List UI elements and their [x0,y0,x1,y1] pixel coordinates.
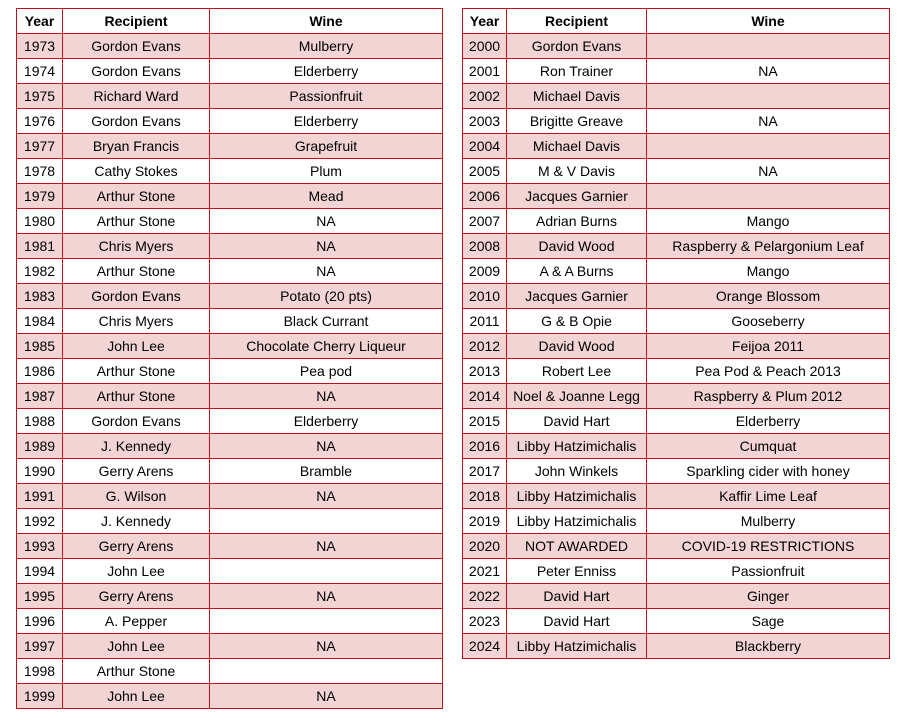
recipient-cell: Michael Davis [507,134,647,159]
recipient-cell: Gerry Arens [63,534,210,559]
table-row [463,284,890,309]
recipient-cell: David Hart [507,584,647,609]
year-cell: 2004 [463,134,507,159]
year-cell: 2021 [463,559,507,584]
wine-cell: Elderberry [210,59,443,84]
year-cell: 2012 [463,334,507,359]
table-row [17,509,443,534]
wine-cell: Mead [210,184,443,209]
table-row [17,684,443,709]
recipient-cell: Gerry Arens [63,584,210,609]
year-cell: 1976 [17,109,63,134]
wine-cell: NA [210,234,443,259]
table-row [463,209,890,234]
wine-cell: Grapefruit [210,134,443,159]
year-cell: 1987 [17,384,63,409]
table-row [17,534,443,559]
wine-cell: Blackberry [647,634,890,659]
recipient-cell: Brigitte Greave [507,109,647,134]
table-row [463,384,890,409]
recipient-cell: Libby Hatzimichalis [507,484,647,509]
year-cell: 1982 [17,259,63,284]
table-row [17,634,443,659]
table-row [17,359,443,384]
table-row [17,209,443,234]
wine-cell: NA [210,534,443,559]
wine-column-header: Wine [210,9,443,34]
year-column-header: Year [17,9,63,34]
wine-cell [647,134,890,159]
table-row [463,334,890,359]
year-cell: 1991 [17,484,63,509]
table-row [463,434,890,459]
year-column-header: Year [463,9,507,34]
year-cell: 1997 [17,634,63,659]
year-cell: 1979 [17,184,63,209]
wine-cell: NA [210,584,443,609]
table-row [17,259,443,284]
year-cell: 1975 [17,84,63,109]
wine-cell: Sage [647,609,890,634]
recipient-cell: Libby Hatzimichalis [507,509,647,534]
wine-cell: Mulberry [210,34,443,59]
recipient-cell: Arthur Stone [63,184,210,209]
table-row [17,134,443,159]
recipient-cell: Libby Hatzimichalis [507,434,647,459]
wine-cell: Mango [647,259,890,284]
year-cell: 2023 [463,609,507,634]
year-cell: 1995 [17,584,63,609]
recipient-cell: Arthur Stone [63,259,210,284]
table-row [463,134,890,159]
table-row [17,34,443,59]
wine-cell: Feijoa 2011 [647,334,890,359]
table-row [17,484,443,509]
wine-cell: Mango [647,209,890,234]
year-cell: 1990 [17,459,63,484]
table-row [463,184,890,209]
year-cell: 2013 [463,359,507,384]
year-cell: 1977 [17,134,63,159]
recipient-cell: Gordon Evans [63,59,210,84]
recipient-cell: Chris Myers [63,309,210,334]
recipient-cell: A & A Burns [507,259,647,284]
table-row [463,484,890,509]
table-row [17,409,443,434]
wine-cell: NA [647,109,890,134]
wine-cell: Elderberry [210,409,443,434]
year-cell: 2009 [463,259,507,284]
recipient-cell: G & B Opie [507,309,647,334]
wine-cell: Raspberry & Plum 2012 [647,384,890,409]
awards-table-1973-1999 [16,8,443,709]
table-row [463,109,890,134]
wine-cell [210,659,443,684]
recipient-cell: John Lee [63,559,210,584]
recipient-cell: Adrian Burns [507,209,647,234]
recipient-cell: John Lee [63,684,210,709]
year-cell: 2010 [463,284,507,309]
recipient-cell: Arthur Stone [63,359,210,384]
wine-cell: Raspberry & Pelargonium Leaf [647,234,890,259]
wine-cell: Mulberry [647,509,890,534]
wine-cell: Kaffir Lime Leaf [647,484,890,509]
table-row [17,559,443,584]
awards-table-2000-2024 [462,8,890,659]
table-row [17,659,443,684]
wine-cell: Black Currant [210,309,443,334]
recipient-cell: Peter Enniss [507,559,647,584]
table-row [17,459,443,484]
table-row [17,584,443,609]
wine-cell [647,34,890,59]
wine-cell: NA [210,259,443,284]
recipient-cell: Gordon Evans [507,34,647,59]
year-cell: 1974 [17,59,63,84]
wine-cell: Pea pod [210,359,443,384]
wine-cell: NA [210,684,443,709]
recipient-cell: Chris Myers [63,234,210,259]
table-row [463,259,890,284]
year-cell: 2005 [463,159,507,184]
table-row [463,559,890,584]
wine-cell: NA [210,384,443,409]
recipient-cell: NOT AWARDED [507,534,647,559]
year-cell: 2024 [463,634,507,659]
recipient-cell: G. Wilson [63,484,210,509]
recipient-cell: Libby Hatzimichalis [507,634,647,659]
recipient-cell: Gordon Evans [63,409,210,434]
table-row [17,234,443,259]
recipient-cell: David Hart [507,609,647,634]
year-cell: 1988 [17,409,63,434]
wine-cell [210,609,443,634]
recipient-cell: Michael Davis [507,84,647,109]
year-cell: 1986 [17,359,63,384]
year-cell: 1998 [17,659,63,684]
year-cell: 1985 [17,334,63,359]
wine-cell [210,509,443,534]
recipient-cell: Cathy Stokes [63,159,210,184]
recipient-cell: Richard Ward [63,84,210,109]
wine-cell: Elderberry [210,109,443,134]
recipient-column-header: Recipient [507,9,647,34]
year-cell: 2022 [463,584,507,609]
wine-cell: NA [647,59,890,84]
year-cell: 2001 [463,59,507,84]
wine-cell: Ginger [647,584,890,609]
table-row [17,59,443,84]
wine-cell: Sparkling cider with honey [647,459,890,484]
table-row [463,309,890,334]
recipient-cell: John Winkels [507,459,647,484]
year-cell: 2003 [463,109,507,134]
wine-cell [647,184,890,209]
table-row [17,309,443,334]
wine-cell: NA [210,434,443,459]
year-cell: 2018 [463,484,507,509]
table-row [463,59,890,84]
wine-cell: Plum [210,159,443,184]
wine-cell: NA [210,484,443,509]
year-cell: 1994 [17,559,63,584]
table-row [17,384,443,409]
recipient-cell: Bryan Francis [63,134,210,159]
recipient-cell: Jacques Garnier [507,184,647,209]
wine-cell: Bramble [210,459,443,484]
recipient-cell: Gerry Arens [63,459,210,484]
table-row [17,84,443,109]
recipient-cell: Noel & Joanne Legg [507,384,647,409]
table-row [17,609,443,634]
year-cell: 2002 [463,84,507,109]
table-row [463,84,890,109]
year-cell: 2016 [463,434,507,459]
wine-cell: Pea Pod & Peach 2013 [647,359,890,384]
year-cell: 2020 [463,534,507,559]
table-row [463,159,890,184]
year-cell: 1981 [17,234,63,259]
table-row [463,634,890,659]
recipient-cell: Gordon Evans [63,284,210,309]
table-row [463,534,890,559]
year-cell: 2000 [463,34,507,59]
wine-cell [210,559,443,584]
year-cell: 1992 [17,509,63,534]
year-cell: 2014 [463,384,507,409]
year-cell: 1980 [17,209,63,234]
year-cell: 1993 [17,534,63,559]
wine-cell: Gooseberry [647,309,890,334]
wine-cell: Potato (20 pts) [210,284,443,309]
table-row [463,609,890,634]
year-cell: 1984 [17,309,63,334]
year-cell: 1973 [17,34,63,59]
wine-cell: Elderberry [647,409,890,434]
wine-cell: NA [210,634,443,659]
wine-cell: Passionfruit [210,84,443,109]
recipient-cell: Ron Trainer [507,59,647,84]
year-cell: 2007 [463,209,507,234]
year-cell: 2006 [463,184,507,209]
year-cell: 2017 [463,459,507,484]
year-cell: 1978 [17,159,63,184]
recipient-cell: John Lee [63,334,210,359]
recipient-cell: Gordon Evans [63,34,210,59]
wine-cell [647,84,890,109]
year-cell: 2019 [463,509,507,534]
recipient-cell: David Hart [507,409,647,434]
table-row [463,584,890,609]
recipient-cell: Arthur Stone [63,209,210,234]
wine-cell: Passionfruit [647,559,890,584]
recipient-cell: M & V Davis [507,159,647,184]
table-row [463,409,890,434]
recipient-cell: David Wood [507,234,647,259]
year-cell: 2008 [463,234,507,259]
wine-cell: Chocolate Cherry Liqueur [210,334,443,359]
recipient-column-header: Recipient [63,9,210,34]
recipient-cell: Gordon Evans [63,109,210,134]
table-row [463,234,890,259]
wine-cell: NA [647,159,890,184]
year-cell: 2011 [463,309,507,334]
recipient-cell: Arthur Stone [63,659,210,684]
table-header-row [17,9,443,34]
recipient-cell: J. Kennedy [63,434,210,459]
table-row [17,334,443,359]
wine-cell: NA [210,209,443,234]
table-row [17,109,443,134]
year-cell: 1989 [17,434,63,459]
year-cell: 1999 [17,684,63,709]
year-cell: 1983 [17,284,63,309]
recipient-cell: J. Kennedy [63,509,210,534]
table-row [463,359,890,384]
wine-cell: Cumquat [647,434,890,459]
table-row [17,434,443,459]
table-row [17,284,443,309]
recipient-cell: A. Pepper [63,609,210,634]
table-header-row [463,9,890,34]
wine-column-header: Wine [647,9,890,34]
wine-cell: COVID-19 RESTRICTIONS [647,534,890,559]
recipient-cell: Arthur Stone [63,384,210,409]
table-row [17,184,443,209]
year-cell: 1996 [17,609,63,634]
table-row [463,459,890,484]
recipient-cell: Jacques Garnier [507,284,647,309]
wine-cell: Orange Blossom [647,284,890,309]
recipient-cell: David Wood [507,334,647,359]
table-row [17,159,443,184]
recipient-cell: Robert Lee [507,359,647,384]
recipient-cell: John Lee [63,634,210,659]
table-row [463,34,890,59]
table-row [463,509,890,534]
year-cell: 2015 [463,409,507,434]
